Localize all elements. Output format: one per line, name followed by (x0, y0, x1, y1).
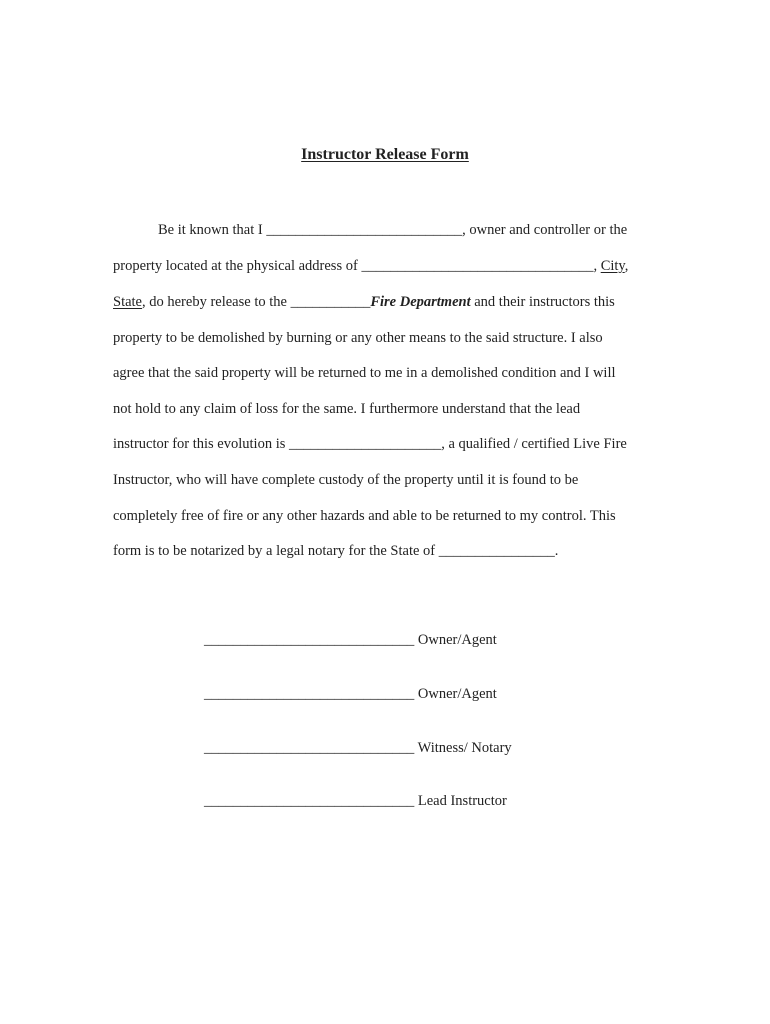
text-segment: , owner and controller or the (462, 222, 628, 238)
lead-instructor-blank[interactable]: _____________________ (289, 436, 442, 452)
signature-row-owner-agent-2 (204, 684, 497, 704)
fire-department-blank[interactable]: ___________ (290, 294, 371, 310)
signature-label: Owner/Agent (414, 632, 497, 648)
paragraph-line-6 (113, 399, 580, 419)
text-segment: property located at the physical address of (113, 258, 362, 274)
signature-label: Witness/ Notary (414, 740, 512, 756)
text-segment: , a qualified / certified Live Fire (441, 436, 627, 452)
signature-row-owner-agent-1 (204, 630, 497, 650)
signature-row-witness-notary (204, 738, 512, 758)
paragraph-line-1 (158, 220, 627, 240)
owner-name-blank[interactable]: ___________________________ (266, 222, 463, 238)
notary-state-blank[interactable]: ________________ (438, 543, 555, 559)
form-title: Instructor Release Form (301, 146, 469, 163)
text-segment: property to be demolished by burning or any other means to the said structure. I also (113, 330, 603, 346)
text-segment: instructor for this evolution is (113, 436, 289, 452)
state-field-label[interactable]: State (113, 294, 142, 310)
text-segment: form is to be notarized by a legal notary for the State of (113, 543, 439, 559)
text-segment: Be it known that I (158, 222, 267, 238)
text-segment: , (624, 258, 629, 274)
signature-row-lead-instructor (204, 791, 507, 811)
paragraph-line-9 (113, 506, 616, 526)
address-blank[interactable]: ________________________________ (361, 258, 594, 274)
paragraph-line-2 (113, 256, 628, 276)
text-segment: and their instructors this (470, 294, 615, 310)
signature-label: Owner/Agent (414, 686, 497, 702)
paragraph-line-5 (113, 363, 616, 383)
paragraph-line-3 (113, 292, 615, 312)
text-segment: , do hereby release to the (142, 294, 291, 310)
signature-line[interactable]: _____________________________ (204, 793, 415, 809)
text-segment: agree that the said property will be returned to me in a demolished condition and I will (113, 365, 616, 381)
text-segment: . (554, 543, 559, 559)
text-segment: completely free of fire or any other hazards and able to be returned to my control. This (113, 508, 616, 524)
fire-department-label: Fire Department (370, 294, 471, 310)
text-segment: not hold to any claim of loss for the same. I furthermore understand that the lead (113, 401, 581, 417)
signature-label: Lead Instructor (414, 793, 507, 809)
text-segment: Instructor, who will have complete custody of the property until it is found to be (113, 472, 579, 488)
paragraph-line-8 (113, 470, 578, 490)
paragraph-line-10 (113, 541, 558, 561)
signature-line[interactable]: _____________________________ (204, 686, 415, 702)
paragraph-line-7 (113, 434, 627, 454)
paragraph-line-4 (113, 328, 603, 348)
signature-line[interactable]: _____________________________ (204, 632, 415, 648)
text-segment: , (593, 258, 601, 274)
signature-line[interactable]: _____________________________ (204, 740, 415, 756)
city-field-label[interactable]: City (600, 258, 625, 274)
